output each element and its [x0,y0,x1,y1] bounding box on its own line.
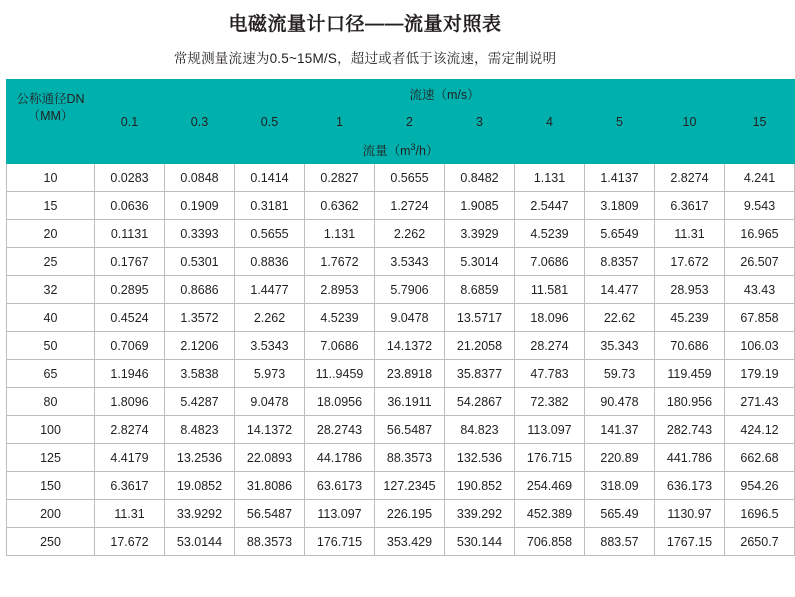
flow-value-cell: 14.1372 [375,332,445,360]
flow-value-cell: 1696.5 [725,500,795,528]
flow-value-cell: 2.8274 [95,416,165,444]
flow-value-cell: 14.1372 [235,416,305,444]
flow-header-sup: 3 [410,141,416,152]
flow-value-cell: 8.6859 [445,276,515,304]
flow-value-cell: 3.3929 [445,220,515,248]
flow-value-cell: 1.2724 [375,192,445,220]
flow-value-cell: 3.5343 [375,248,445,276]
flow-value-cell: 2.8953 [305,276,375,304]
flow-value-cell: 2.8274 [655,164,725,192]
flow-value-cell: 47.783 [515,360,585,388]
table-row [7,192,795,220]
flow-value-cell: 28.2743 [305,416,375,444]
dn-cell: 65 [7,360,95,388]
dn-cell: 15 [7,192,95,220]
flow-value-cell: 31.8086 [235,472,305,500]
dn-cell: 80 [7,388,95,416]
flow-value-cell: 1.131 [515,164,585,192]
flow-value-cell: 33.9292 [165,500,235,528]
flow-value-cell: 56.5487 [235,500,305,528]
page-container [0,9,779,556]
flow-value-cell: 0.5655 [375,164,445,192]
flow-value-cell: 530.144 [445,528,515,556]
flow-value-cell: 18.096 [515,304,585,332]
speed-col-7: 5 [585,108,655,136]
flow-value-cell: 22.0893 [235,444,305,472]
flow-value-cell: 36.1911 [375,388,445,416]
flow-value-cell: 67.858 [725,304,795,332]
dn-header-line2: （MM） [27,108,74,123]
flow-value-cell: 9.0478 [375,304,445,332]
flow-value-cell: 0.1909 [165,192,235,220]
flow-value-cell: 119.459 [655,360,725,388]
flow-value-cell: 5.7906 [375,276,445,304]
flow-value-cell: 254.469 [515,472,585,500]
flow-value-cell: 1.1946 [95,360,165,388]
flow-value-cell: 88.3573 [375,444,445,472]
flow-value-cell: 106.03 [725,332,795,360]
table-row [7,500,795,528]
flow-value-cell: 2.5447 [515,192,585,220]
flow-value-cell: 7.0686 [305,332,375,360]
flow-value-cell: 11.31 [655,220,725,248]
flow-value-cell: 53.0144 [165,528,235,556]
table-row [7,416,795,444]
flow-value-cell: 0.1131 [95,220,165,248]
flow-value-cell: 141.37 [585,416,655,444]
flow-value-cell: 8.8357 [585,248,655,276]
flow-value-cell: 11.31 [95,500,165,528]
flow-value-cell: 0.2827 [305,164,375,192]
flow-value-cell: 17.672 [95,528,165,556]
flow-value-cell: 0.1414 [235,164,305,192]
speed-col-5: 3 [445,108,515,136]
flow-value-cell: 1.7672 [305,248,375,276]
flow-value-cell: 0.5655 [235,220,305,248]
flow-value-cell: 63.6173 [305,472,375,500]
flow-value-cell: 318.09 [585,472,655,500]
flow-value-cell: 636.173 [655,472,725,500]
flow-value-cell: 72.382 [515,388,585,416]
flow-value-cell: 1.3572 [165,304,235,332]
speed-col-1: 0.3 [165,108,235,136]
flow-value-cell: 226.195 [375,500,445,528]
flow-value-cell: 8.4823 [165,416,235,444]
flow-value-cell: 7.0686 [515,248,585,276]
flow-value-cell: 565.49 [585,500,655,528]
flow-value-cell: 0.0283 [95,164,165,192]
table-row [7,220,795,248]
dn-header-line1: 公称通径DN [16,91,85,106]
flow-value-cell: 954.26 [725,472,795,500]
flow-value-cell: 452.389 [515,500,585,528]
flow-value-cell: 13.5717 [445,304,515,332]
flow-value-cell: 0.8482 [445,164,515,192]
dn-cell: 32 [7,276,95,304]
flow-value-cell: 127.2345 [375,472,445,500]
flow-value-cell: 0.6362 [305,192,375,220]
table-row [7,332,795,360]
flow-value-cell: 45.239 [655,304,725,332]
dn-cell: 40 [7,304,95,332]
flow-value-cell: 59.73 [585,360,655,388]
flow-value-cell: 353.429 [375,528,445,556]
flow-value-cell: 1.4137 [585,164,655,192]
header-row-top [7,80,795,108]
dn-cell: 20 [7,220,95,248]
dn-header-cell [7,80,95,136]
speed-col-8: 10 [655,108,725,136]
flow-value-cell: 2650.7 [725,528,795,556]
speed-col-9: 15 [725,108,795,136]
flow-value-cell: 1.8096 [95,388,165,416]
flow-value-cell: 17.672 [655,248,725,276]
flow-value-cell: 2.262 [375,220,445,248]
flow-value-cell: 5.973 [235,360,305,388]
table-row [7,472,795,500]
flow-value-cell: 0.0636 [95,192,165,220]
speed-header-cell: 流速（m/s） [95,80,795,108]
flow-value-cell: 0.7069 [95,332,165,360]
speed-col-4: 2 [375,108,445,136]
dn-cell: 100 [7,416,95,444]
flow-value-cell: 220.89 [585,444,655,472]
flow-value-cell: 113.097 [305,500,375,528]
dn-cell: 125 [7,444,95,472]
speed-col-6: 4 [515,108,585,136]
flow-value-cell: 3.5343 [235,332,305,360]
flow-value-cell: 4.241 [725,164,795,192]
flow-value-cell: 706.858 [515,528,585,556]
dn-cell: 25 [7,248,95,276]
flow-value-cell: 2.262 [235,304,305,332]
flow-value-cell: 6.3617 [95,472,165,500]
table-row [7,444,795,472]
flow-value-cell: 14.477 [585,276,655,304]
flow-value-cell: 0.5301 [165,248,235,276]
dn-cell: 250 [7,528,95,556]
flow-value-cell: 5.3014 [445,248,515,276]
table-row [7,164,795,192]
dn-cell: 200 [7,500,95,528]
flow-value-cell: 883.57 [585,528,655,556]
flow-value-cell: 19.0852 [165,472,235,500]
flow-value-cell: 23.8918 [375,360,445,388]
flow-value-cell: 0.3393 [165,220,235,248]
flow-value-cell: 88.3573 [235,528,305,556]
flow-value-cell: 282.743 [655,416,725,444]
flow-value-cell: 21.2058 [445,332,515,360]
flow-value-cell: 0.0848 [165,164,235,192]
flow-value-cell: 90.478 [585,388,655,416]
flow-value-cell: 35.8377 [445,360,515,388]
dn-cell: 150 [7,472,95,500]
flow-value-cell: 4.4179 [95,444,165,472]
flow-value-cell: 43.43 [725,276,795,304]
flow-value-cell: 3.5838 [165,360,235,388]
page-subtitle: 常规测量流速为0.5~15M/S，超过或者低于该流速，需定制说明 [173,51,557,66]
flow-value-cell: 0.4524 [95,304,165,332]
flow-value-cell: 0.8836 [235,248,305,276]
flow-value-cell: 2.1206 [165,332,235,360]
flow-value-cell: 1.4477 [235,276,305,304]
flow-value-cell: 9.543 [725,192,795,220]
flow-header-prefix: 流量（m [362,143,411,158]
dn-cell: 10 [7,164,95,192]
flow-value-cell: 35.343 [585,332,655,360]
flow-value-cell: 271.43 [725,388,795,416]
flow-value-cell: 11..9459 [305,360,375,388]
flow-value-cell: 1130.97 [655,500,725,528]
flow-value-cell: 424.12 [725,416,795,444]
flow-comparison-table [6,79,795,556]
table-row [7,388,795,416]
table-row [7,360,795,388]
flow-value-cell: 132.536 [445,444,515,472]
flow-value-cell: 56.5487 [375,416,445,444]
header-row-speeds [7,108,795,136]
flow-value-cell: 3.1809 [585,192,655,220]
flow-value-cell: 1767.15 [655,528,725,556]
flow-value-cell: 70.686 [655,332,725,360]
flow-value-cell: 5.6549 [585,220,655,248]
flow-value-cell: 22.62 [585,304,655,332]
flow-value-cell: 6.3617 [655,192,725,220]
flow-value-cell: 190.852 [445,472,515,500]
dn-cell: 50 [7,332,95,360]
flow-value-cell: 44.1786 [305,444,375,472]
flow-value-cell: 180.956 [655,388,725,416]
flow-value-cell: 113.097 [515,416,585,444]
speed-col-3: 1 [305,108,375,136]
flow-value-cell: 13.2536 [165,444,235,472]
flow-value-cell: 0.3181 [235,192,305,220]
flow-value-cell: 28.953 [655,276,725,304]
flow-value-cell: 0.8686 [165,276,235,304]
flow-value-cell: 28.274 [515,332,585,360]
flow-value-cell: 54.2867 [445,388,515,416]
flow-value-cell: 441.786 [655,444,725,472]
flow-value-cell: 176.715 [515,444,585,472]
flow-value-cell: 662.68 [725,444,795,472]
flow-value-cell: 0.1767 [95,248,165,276]
table-body [7,164,795,556]
flow-header-suffix: /h） [415,143,439,158]
flow-header-cell [7,136,795,164]
flow-value-cell: 5.4287 [165,388,235,416]
flow-value-cell: 26.507 [725,248,795,276]
flow-value-cell: 84.823 [445,416,515,444]
flow-value-cell: 339.292 [445,500,515,528]
flow-value-cell: 11.581 [515,276,585,304]
flow-value-cell: 176.715 [305,528,375,556]
table-head [7,80,795,164]
table-row [7,276,795,304]
flow-value-cell: 4.5239 [515,220,585,248]
page-title: 电磁流量计口径——流量对照表 [228,14,502,35]
flow-value-cell: 4.5239 [305,304,375,332]
flow-value-cell: 179.19 [725,360,795,388]
flow-value-cell: 1.9085 [445,192,515,220]
flow-value-cell: 18.0956 [305,388,375,416]
table-row [7,528,795,556]
header-row-flow [7,136,795,164]
speed-col-0: 0.1 [95,108,165,136]
table-row [7,304,795,332]
flow-value-cell: 16.965 [725,220,795,248]
speed-col-2: 0.5 [235,108,305,136]
table-row [7,248,795,276]
flow-value-cell: 0.2895 [95,276,165,304]
flow-value-cell: 1.131 [305,220,375,248]
flow-value-cell: 9.0478 [235,388,305,416]
